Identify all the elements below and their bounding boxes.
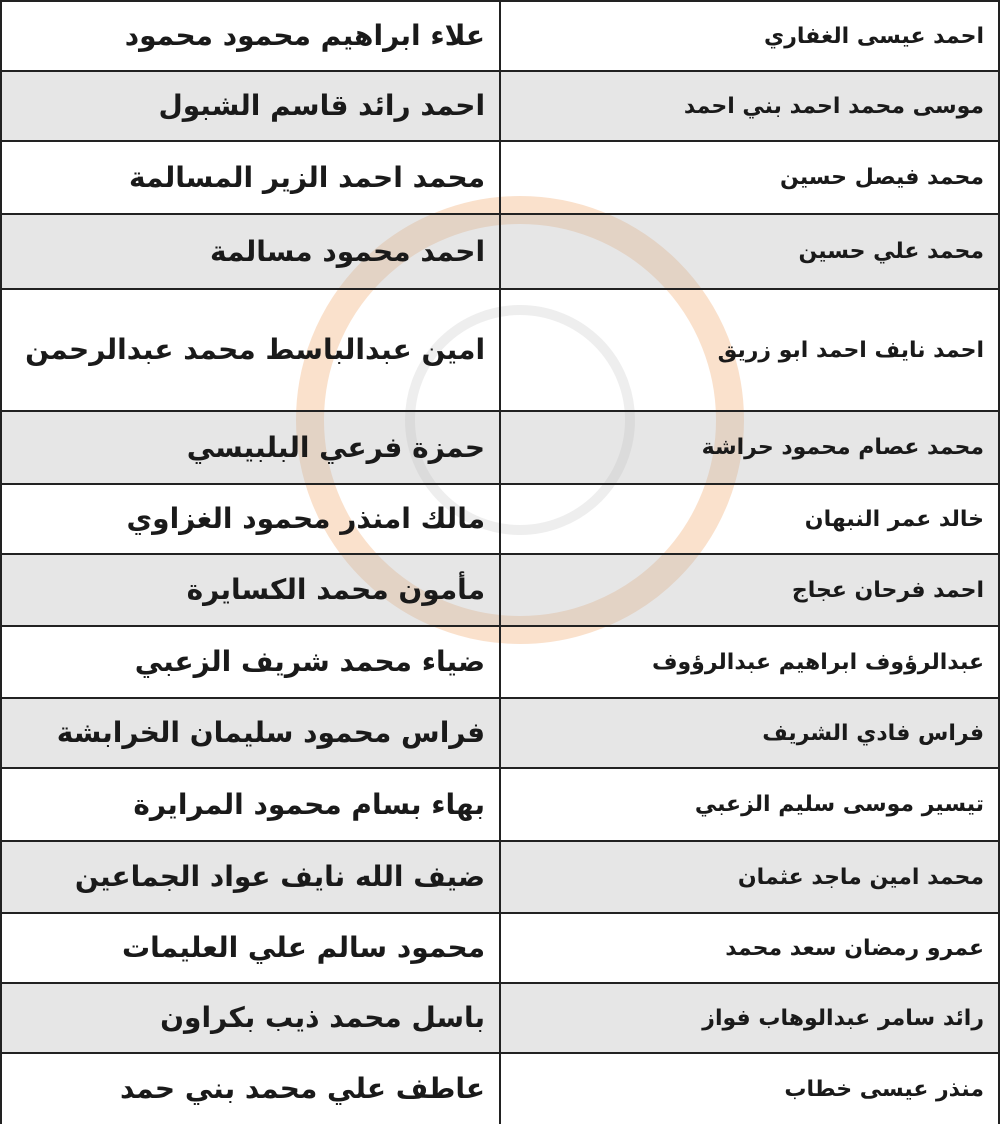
name-cell-left: محمد احمد الزير المسالمة [1, 141, 500, 214]
table-row [1, 484, 999, 554]
name-cell-left: مالك امنذر محمود الغزاوي [1, 484, 500, 554]
table-row [1, 71, 999, 141]
name-cell-right: محمد عصام محمود حراشة [500, 411, 999, 484]
table-row [1, 289, 999, 411]
name-cell-left: باسل محمد ذيب بكراون [1, 983, 500, 1053]
name-cell-right: محمد امين ماجد عثمان [500, 841, 999, 913]
name-cell-right: احمد عيسى الغفاري [500, 1, 999, 71]
name-cell-right: تيسير موسى سليم الزعبي [500, 768, 999, 841]
table-row [1, 1, 999, 71]
name-cell-left: امين عبدالباسط محمد عبدالرحمن [1, 289, 500, 411]
name-cell-left: محمود سالم علي العليمات [1, 913, 500, 983]
name-cell-right: عبدالرؤوف ابراهيم عبدالرؤوف [500, 626, 999, 698]
table-row [1, 913, 999, 983]
name-cell-left: احمد محمود مسالمة [1, 214, 500, 289]
name-cell-right: موسى محمد احمد بني احمد [500, 71, 999, 141]
name-cell-left: علاء ابراهيم محمود محمود [1, 1, 500, 71]
name-cell-left: عاطف علي محمد بني حمد [1, 1053, 500, 1124]
name-cell-left: بهاء بسام محمود المرايرة [1, 768, 500, 841]
name-cell-right: فراس فادي الشريف [500, 698, 999, 768]
table-row [1, 1053, 999, 1124]
table-row [1, 141, 999, 214]
name-cell-right: منذر عيسى خطاب [500, 1053, 999, 1124]
name-cell-right: محمد فيصل حسين [500, 141, 999, 214]
table-row [1, 554, 999, 626]
name-cell-right: عمرو رمضان سعد محمد [500, 913, 999, 983]
name-cell-right: خالد عمر النبهان [500, 484, 999, 554]
table-row [1, 626, 999, 698]
name-cell-right: احمد فرحان عجاج [500, 554, 999, 626]
table-row [1, 214, 999, 289]
table-row [1, 698, 999, 768]
name-cell-left: ضيف الله نايف عواد الجماعين [1, 841, 500, 913]
name-cell-left: فراس محمود سليمان الخرابشة [1, 698, 500, 768]
name-cell-right: محمد علي حسين [500, 214, 999, 289]
table-row [1, 841, 999, 913]
table-row [1, 768, 999, 841]
name-cell-right: احمد نايف احمد ابو زريق [500, 289, 999, 411]
name-cell-right: رائد سامر عبدالوهاب فواز [500, 983, 999, 1053]
name-cell-left: ضياء محمد شريف الزعبي [1, 626, 500, 698]
name-cell-left: احمد رائد قاسم الشبول [1, 71, 500, 141]
table-row [1, 983, 999, 1053]
name-cell-left: مأمون محمد الكسايرة [1, 554, 500, 626]
name-cell-left: حمزة فرعي البلبيسي [1, 411, 500, 484]
table-row [1, 411, 999, 484]
